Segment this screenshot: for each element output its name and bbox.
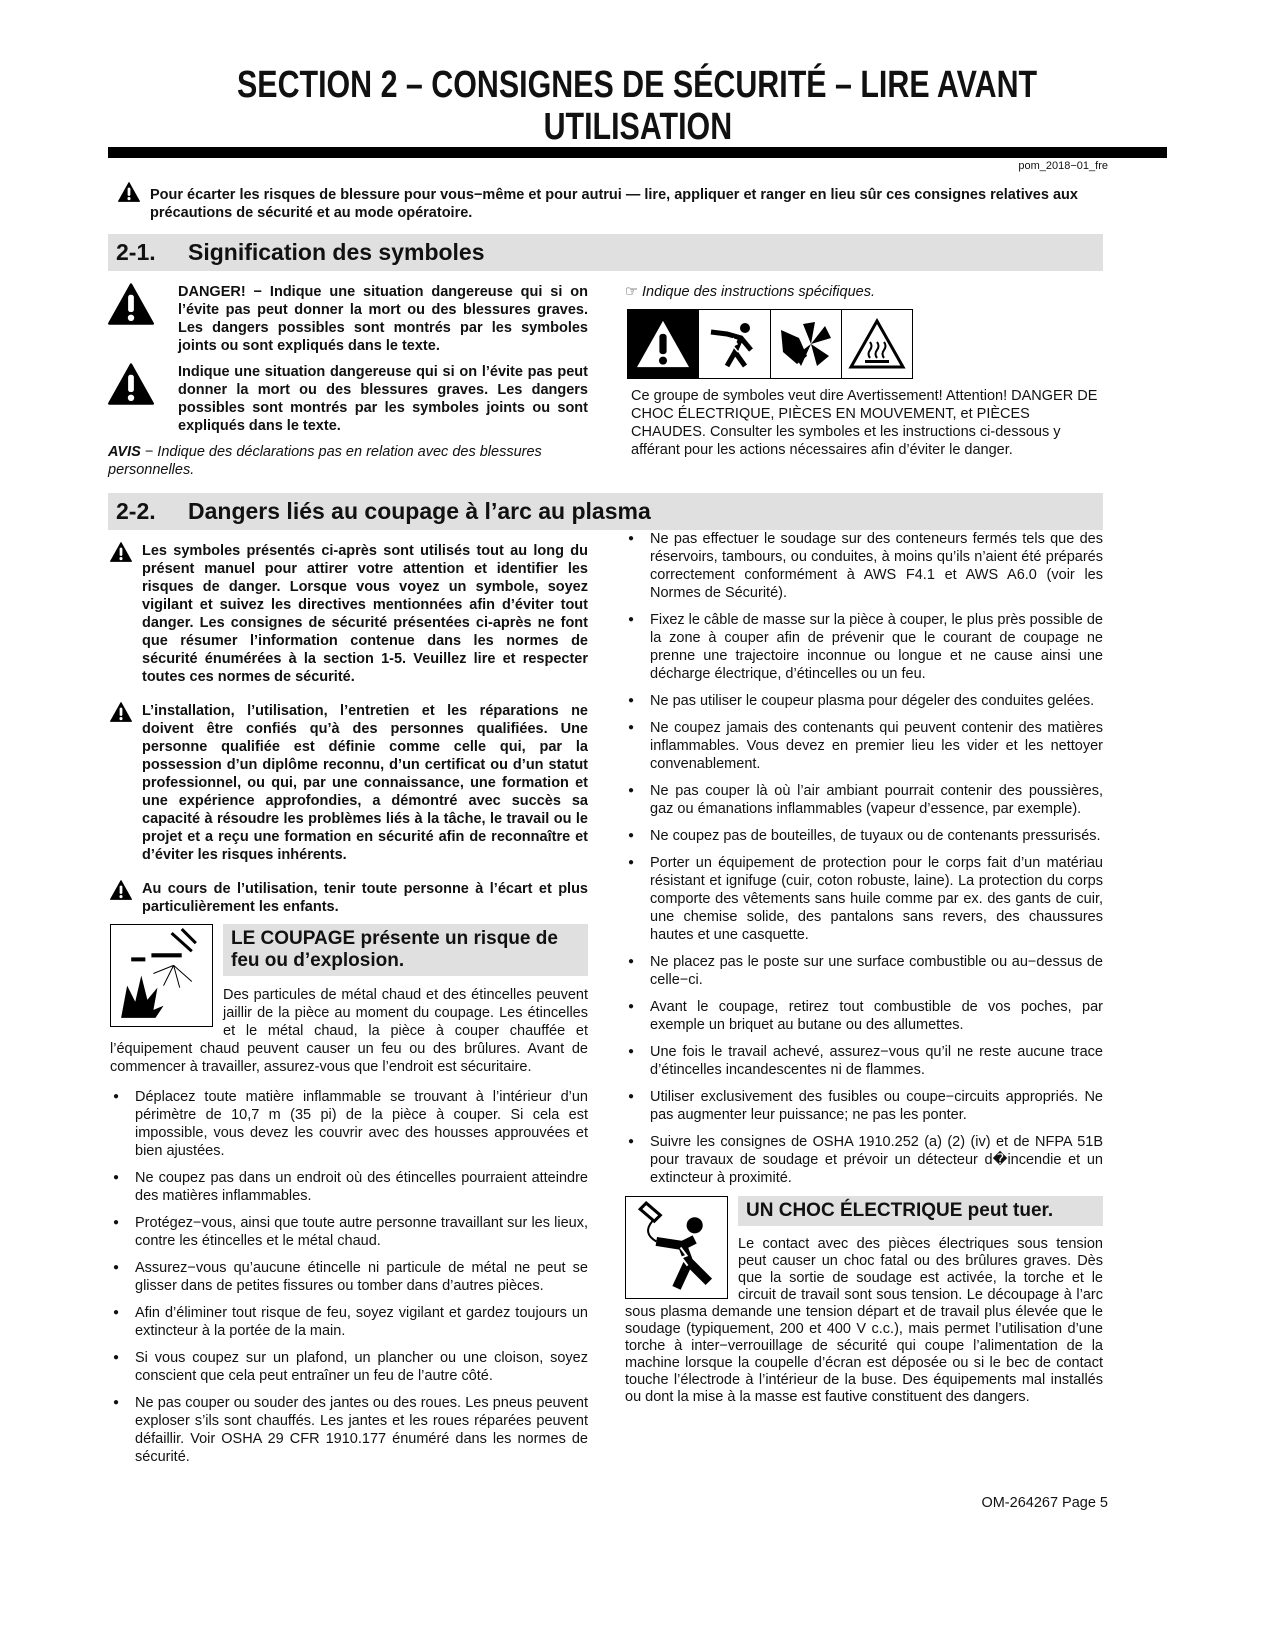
notice-definition xyxy=(108,443,588,479)
left-column xyxy=(108,542,588,1475)
list-item: ● Utiliser exclusivement des fusibles ou coupe−circuits appropriés. Ne pas augmenter leur puissance; ne pas les ponter. xyxy=(625,1088,1103,1124)
warning-row xyxy=(108,363,588,435)
danger-icon xyxy=(108,283,154,325)
list-item: ● Porter un équipement de protection pour le corps fait d’un matériau résistant et ignifuge (cuir, coton robuste, laine). La protection du corps comporte des vêtements sans huile comme par ex. des gants de cuir, une chemise solide, des pantalons sans revers, des chaussures hautes et une casquette. xyxy=(625,854,1103,944)
list-item: ● Ne pas effectuer le soudage sur des conteneurs fermés tels que des réservoirs, tambours, ou conduites, à moins qu’ils n’aient été préparés correctement conformément à AWS F4.1 et AWS A6.0 (voir les Normes de Sécurité). xyxy=(625,530,1103,602)
warning-icon xyxy=(108,363,154,405)
warning-paragraph xyxy=(110,542,588,686)
fire-hazard-intro: Des particules de métal chaud et des étincelles peuvent jaillir de la pièce au moment du coupage. Les étincelles et le métal chaud, la pièce à couper chauffée et l’équipement chaud peuvent causer un feu ou des brûlures. Avant de commencer à travailler, assurez-vous que l’endroit est sécuritaire. xyxy=(110,987,588,1075)
section-number: 2-1. xyxy=(116,239,156,265)
fire-precautions-list xyxy=(110,1088,588,1466)
intro-text: Pour écarter les risques de blessure pour vous−même et pour autrui — lire, appliquer et ranger en lieu sûr ces consignes relatives aux précautions de sécurité et au mode opératoire. xyxy=(150,187,1078,221)
hot-parts-icon xyxy=(842,310,912,378)
list-item: ● Si vous coupez sur un plafond, un plancher ou une cloison, soyez conscient que cela peut entraîner un feu de l’autre côté. xyxy=(110,1349,588,1385)
hazard-symbol-group xyxy=(627,309,913,379)
warning-text: Au cours de l’utilisation, tenir toute personne à l’écart et plus particulièrement les enfants. xyxy=(142,881,588,915)
list-item: ● Protégez−vous, ainsi que toute autre personne travaillant sur les lieux, contre les étincelles et le métal chaud. xyxy=(110,1214,588,1250)
pointing-hand-icon: ☞ xyxy=(625,284,638,300)
moving-parts-icon xyxy=(771,310,842,378)
list-item: ● Suivre les consignes de OSHA 1910.252 (a) (2) (iv) et de NFPA 51B pour travaux de soudage et prévoir un détecteur d�incendie et un extincteur à proximité. xyxy=(625,1133,1103,1187)
warning-icon xyxy=(110,880,132,900)
symbols-right-column xyxy=(625,283,1103,459)
electric-shock-text: Le contact avec des pièces électriques sous tension peut causer un choc fatal ou des brûlures graves. Dès que la sortie de soudage est activée, la torche et le circuit de travail sont sous tension. Le découpage à l’arc sous plasma demande une tension départ et de travail plus élevée que le soudage (typiquement, 200 et 400 V c.c.), mais permet l’utilisation d’une torche à inter−verrouillage de sécurité qui coupe l’alimentation de la machine lorsque la coupelle d’écran est déposée ou si le bec de contact touche l’électrode à l’intérieur de la buse. Des équipements mal installés ou dont la mise à la masse est fautive constituent des dangers. xyxy=(625,1236,1103,1405)
warning-text: L’installation, l’utilisation, l’entretien et les réparations ne doivent être confiés qu’à des personnes qualifiées. Une personne qualifiée est définie comme celle qui, par la possession d’un diplôme reconnu, d’un certificat ou d’un statut professionnel, ou qui, par une connaissance, une formation et une expérience approfondies, a démontré avec succès sa capacité à résoudre les problèmes liés à la tâche, le travail ou le projet et a reçu une formation en sécurité afin de reconnaître et d’éviter les risques inhérents. xyxy=(142,703,588,863)
warning-paragraph xyxy=(110,880,588,916)
notice-text: − Indique des déclarations pas en relation avec des blessures personnelles. xyxy=(108,444,542,478)
warning-text: Les symboles présentés ci-après sont utilisés tout au long du présent manuel pour attirer votre attention et identifier les risques de danger. Lorsque vous voyez un symbole, soyez vigilant et suivez les directives mentionnées afin d’éviter tout danger. Les consignes de sécurité présentées ci-après ne font que résumer l’information contenue dans les normes de sécurité énumérées à la section 1-5. Veuillez lire et respecter toutes ces normes de sécurité. xyxy=(142,543,588,685)
fire-precautions-list-continued xyxy=(625,530,1103,1187)
section-number: 2-2. xyxy=(116,498,156,524)
list-item: ● Ne pas utiliser le coupeur plasma pour dégeler des conduites gelées. xyxy=(625,692,1103,710)
warning-symbol-icon xyxy=(628,310,699,378)
list-item: ● Fixez le câble de masse sur la pièce à couper, le plus près possible de la zone à couper afin de prévenir que le courant de coupage ne prenne une trajectoire inconnue ou longue et ne cause ainsi une décharge électrique, d’étincelles ou un feu. xyxy=(625,611,1103,683)
right-column xyxy=(625,531,1103,1418)
list-item: ● Ne coupez pas de bouteilles, de tuyaux ou de contenants pressurisés. xyxy=(625,827,1103,845)
document-code: pom_2018−01_fre xyxy=(1018,160,1108,172)
page-footer: OM-264267 Page 5 xyxy=(981,1495,1108,1511)
symbols-caption: Ce groupe de symboles veut dire Avertissement! Attention! DANGER DE CHOC ÉLECTRIQUE, PIÈCES EN MOUVEMENT, et PIÈCES CHAUDES. Consulter les symboles et les instructions ci-dessous y afférant pour les actions nécessaires afin d’éviter le danger. xyxy=(631,388,1098,458)
list-item: ● Une fois le travail achevé, assurez−vous qu’il ne reste aucune trace d’étincelles incandescentes ni de flammes. xyxy=(625,1043,1103,1079)
section-title: Dangers liés au coupage à l’arc au plasma xyxy=(188,498,651,524)
notice-label: AVIS xyxy=(108,444,141,460)
warning-paragraph xyxy=(110,702,588,864)
electric-shock-icon xyxy=(699,310,770,378)
note-text: Indique des instructions spécifiques. xyxy=(642,284,875,300)
list-item: ● Ne pas couper là où l’air ambiant pourrait contenir des poussières, gaz ou émanations inflammables (vapeur d’essence, par exemple). xyxy=(625,782,1103,818)
warning-icon xyxy=(118,182,140,202)
page-title xyxy=(108,64,1167,148)
electric-shock-hazard-icon xyxy=(625,1196,728,1299)
list-item: ● Déplacez toute matière inflammable se trouvant à l’intérieur d’un périmètre de 10,7 m (35 pi) de la pièce à couper. Si cela est impossible, vous devez les couvrir avec des housses approuvées et bien ajustées. xyxy=(110,1088,588,1160)
symbols-section xyxy=(108,283,1103,479)
section-title: Signification des symboles xyxy=(188,239,485,265)
section-heading-2-1 xyxy=(108,234,1103,271)
danger-row xyxy=(108,283,588,355)
symbols-left-column xyxy=(108,283,588,479)
warning-definition: Indique une situation dangereuse qui si on l’évite pas peut donner la mort ou des blessures graves. Les dangers possibles sont montrés par les symboles joints ou sont expliqués dans le texte. xyxy=(178,364,588,434)
electric-shock-block xyxy=(625,1196,1103,1406)
plasma-hazards-section xyxy=(108,531,1103,1475)
list-item: ● Ne coupez pas dans un endroit où des étincelles pourraient atteindre des matières inflammables. xyxy=(110,1169,588,1205)
list-item: ● Ne placez pas le poste sur une surface combustible ou au−dessus de celle−ci. xyxy=(625,953,1103,989)
danger-definition: DANGER! − Indique une situation dangereuse qui si on l’évite pas peut donner la mort ou des blessures graves. Les dangers possibles sont montrés par les symboles joints ou sont expliqués dans le texte. xyxy=(178,284,588,354)
fire-hazard-block xyxy=(110,924,588,1076)
list-item: ● Avant le coupage, retirez tout combustible de vos poches, par exemple un briquet au butane ou des allumettes. xyxy=(625,998,1103,1034)
electric-shock-heading: UN CHOC ÉLECTRIQUE peut tuer. xyxy=(738,1196,1103,1226)
list-item: ● Afin d’éliminer tout risque de feu, soyez vigilant et gardez toujours un extincteur à la portée de la main. xyxy=(110,1304,588,1340)
section-heading-2-2 xyxy=(108,493,1103,530)
title-rule xyxy=(108,147,1167,158)
intro-warning xyxy=(118,186,1118,222)
title-line-1: SECTION 2 – CONSIGNES DE SÉCURITÉ – LIRE AVANT xyxy=(237,64,1038,106)
fire-explosion-icon xyxy=(110,924,213,1027)
warning-icon xyxy=(110,542,132,562)
list-item: ● Ne pas couper ou souder des jantes ou des roues. Les pneus peuvent exploser s’ils sont chauffés. Les jantes et les roues réparées peuvent défaillir. Voir OSHA 29 CFR 1910.177 énuméré dans les normes de sécurité. xyxy=(110,1394,588,1466)
note-definition xyxy=(625,283,1103,301)
title-line-2: UTILISATION xyxy=(543,106,732,148)
warning-icon xyxy=(110,702,132,722)
list-item: ● Ne coupez jamais des contenants qui peuvent contenir des matières inflammables. Vous devez en premier lieu les vider et les nettoyer convenablement. xyxy=(625,719,1103,773)
list-item: ● Assurez−vous qu’aucune étincelle ni particule de métal ne peut se glisser dans de petites fissures ou tomber dans d’autres pièces. xyxy=(110,1259,588,1295)
fire-hazard-heading: LE COUPAGE présente un risque de feu ou d’explosion. xyxy=(223,924,588,976)
